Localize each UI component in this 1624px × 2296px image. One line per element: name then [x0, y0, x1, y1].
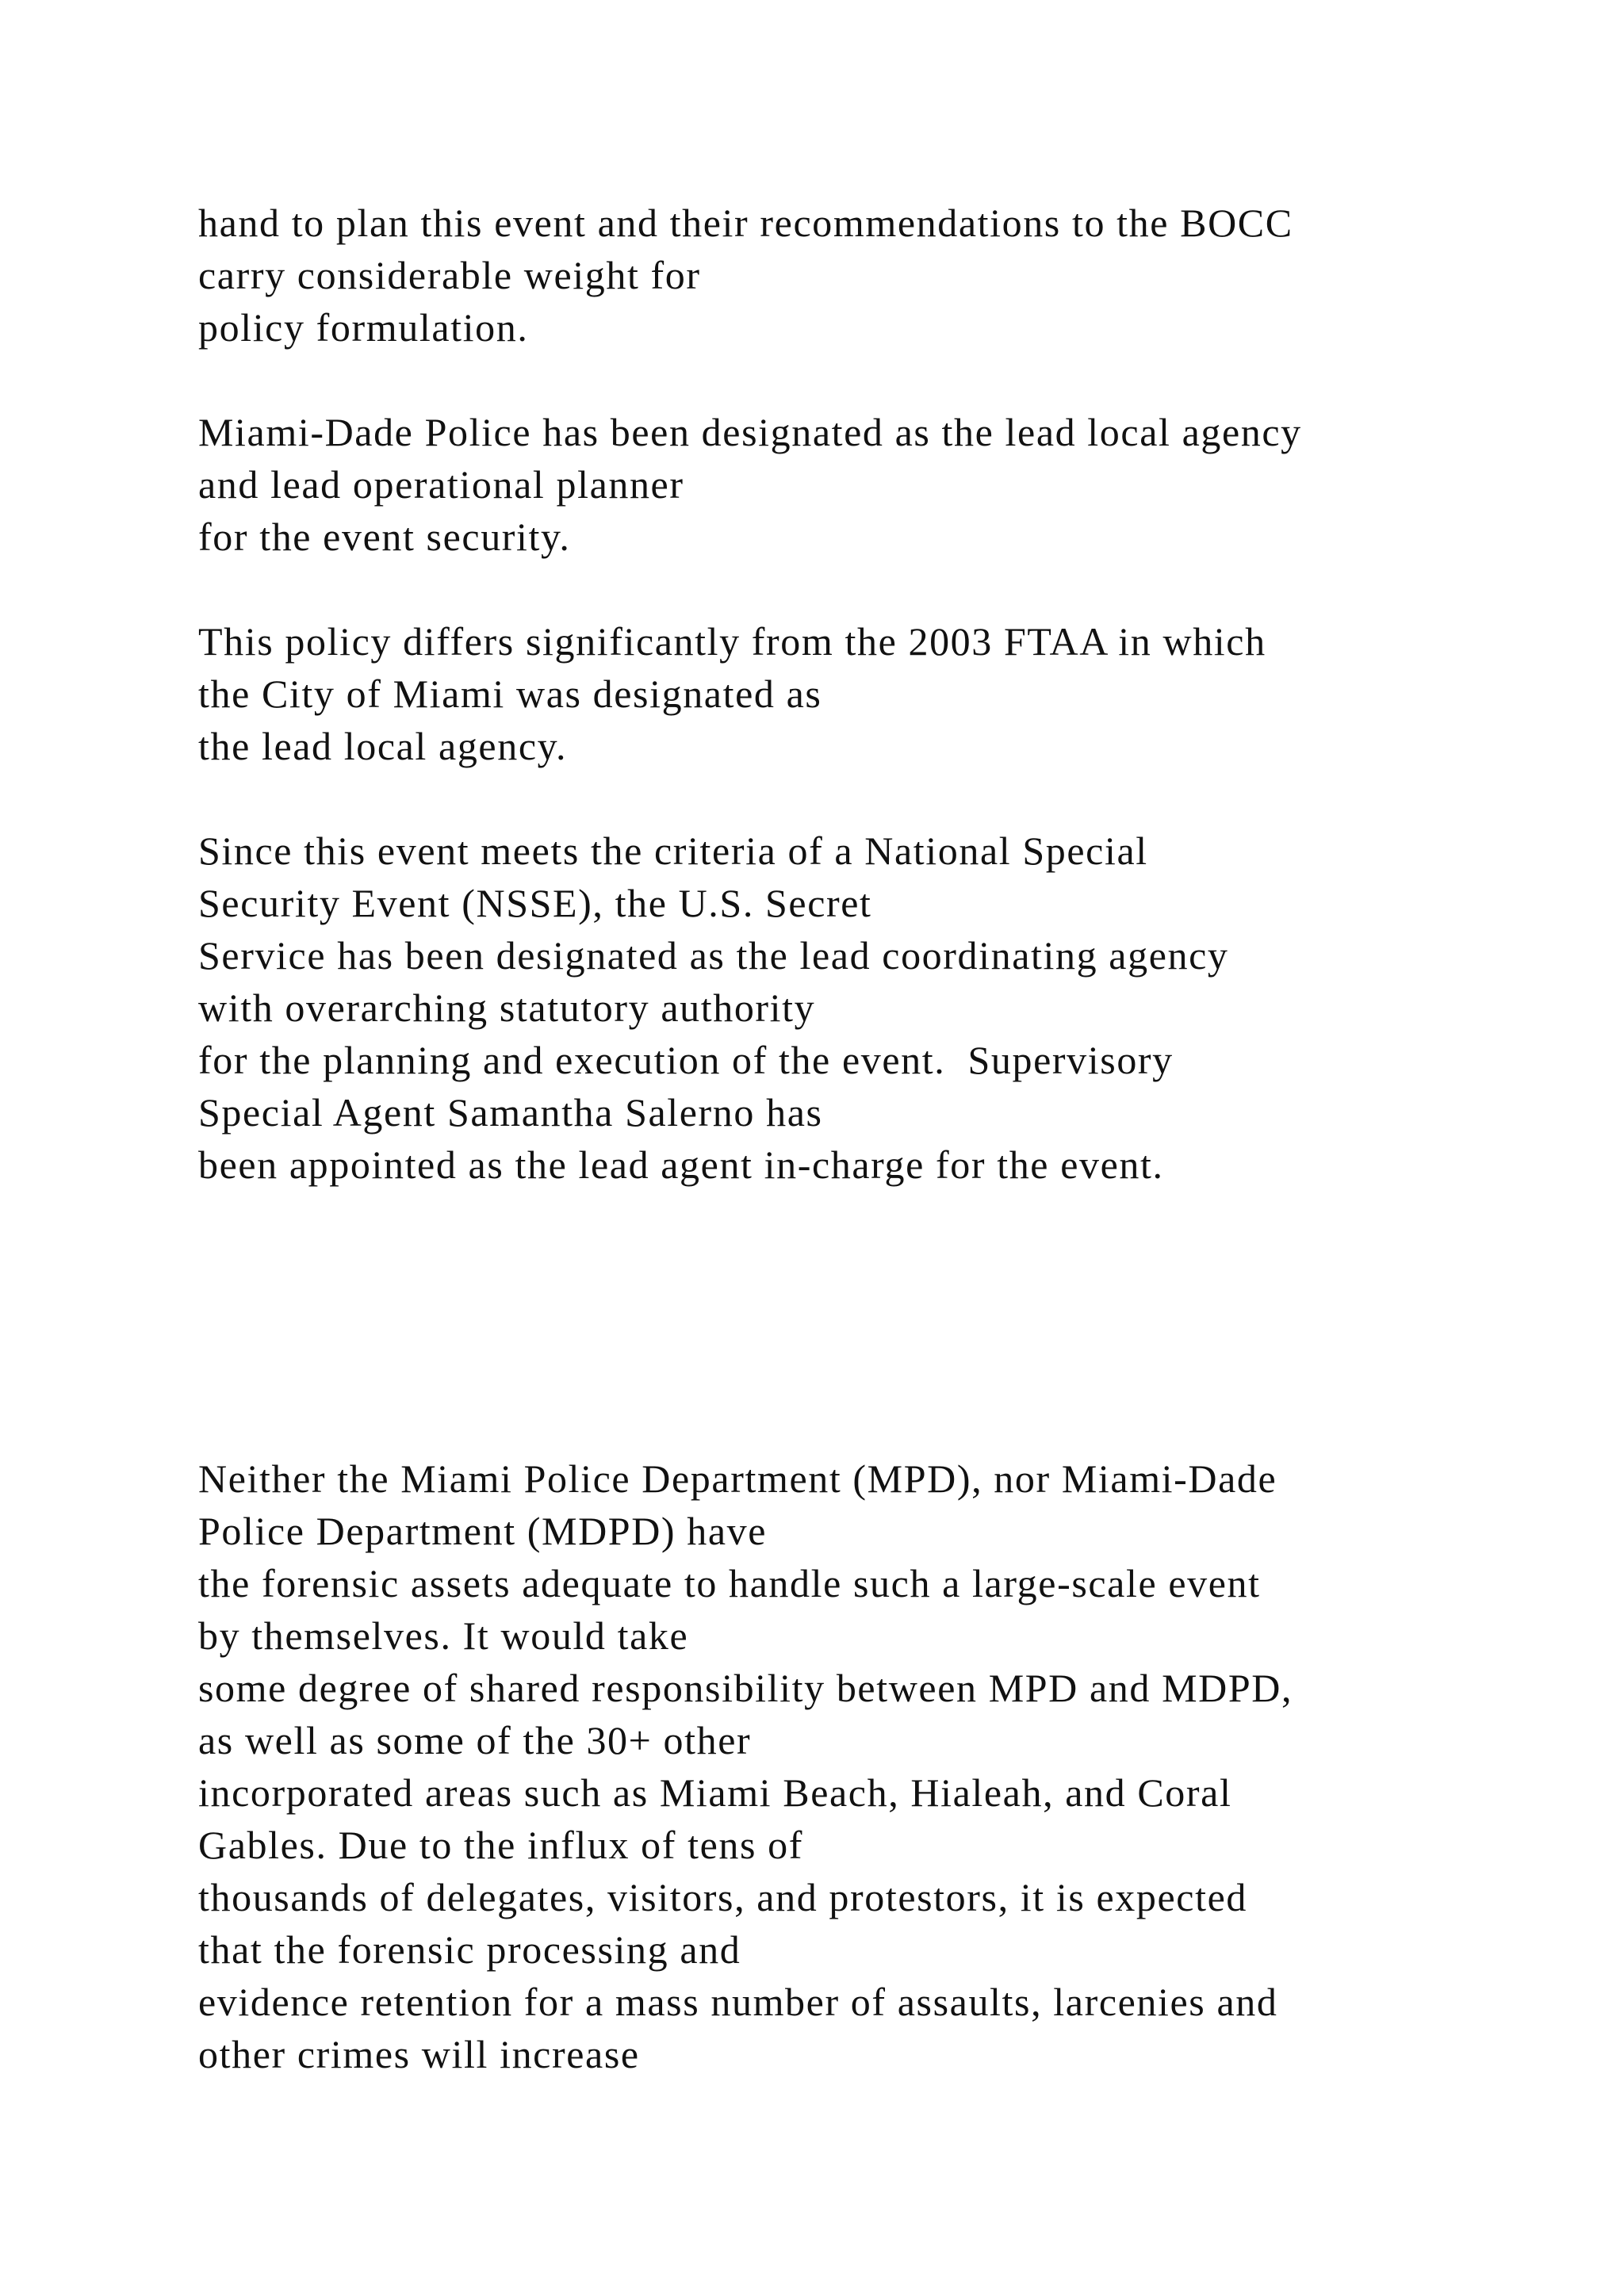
text-line: other crimes will increase — [198, 2032, 640, 2076]
text-line: incorporated areas such as Miami Beach, Hialeah, and Coral — [198, 1770, 1232, 1815]
text-line: Service has been designated as the lead coordinating agency — [198, 933, 1229, 978]
text-line: evidence retention for a mass number of assaults, larcenies and — [198, 1980, 1278, 2024]
text-line: for the planning and execution of the event. Supervisory — [198, 1038, 1174, 1082]
paragraph-forensic-assets — [198, 1452, 1546, 2080]
text-line: This policy differs significantly from the 2003 FTAA in which — [198, 619, 1266, 664]
text-line: been appointed as the lead agent in-charge for the event. — [198, 1142, 1164, 1187]
paragraph-bocc-recommendations — [198, 197, 1546, 354]
text-line: the lead local agency. — [198, 724, 568, 768]
text-line: the City of Miami was designated as — [198, 672, 822, 716]
text-line: and lead operational planner — [198, 462, 684, 507]
text-line: Security Event (NSSE), the U.S. Secret — [198, 881, 872, 925]
text-line: thousands of delegates, visitors, and protestors, it is expected — [198, 1875, 1247, 1919]
text-line: Gables. Due to the influx of tens of — [198, 1823, 803, 1867]
text-line: the forensic assets adequate to handle such a large-scale event — [198, 1561, 1261, 1605]
text-line: Police Department (MDPD) have — [198, 1509, 768, 1553]
text-line: Neither the Miami Police Department (MPD), nor Miami-Dade — [198, 1456, 1277, 1501]
text-line: by themselves. It would take — [198, 1613, 689, 1658]
text-line: some degree of shared responsibility between MPD and MDPD, — [198, 1666, 1293, 1710]
text-line: as well as some of the 30+ other — [198, 1718, 752, 1762]
paragraph-ftaa-comparison — [198, 615, 1546, 772]
text-line: for the event security. — [198, 515, 571, 559]
text-line: Since this event meets the criteria of a National Special — [198, 828, 1148, 873]
paragraph-nsse-secret-service — [198, 825, 1546, 1191]
text-line: carry considerable weight for — [198, 253, 701, 297]
text-line: hand to plan this event and their recommendations to the BOCC — [198, 201, 1293, 245]
text-line: policy formulation. — [198, 305, 529, 350]
text-line: with overarching statutory authority — [198, 985, 816, 1030]
text-line: that the forensic processing and — [198, 1927, 741, 1972]
text-line: Miami-Dade Police has been designated as the lead local agency — [198, 410, 1302, 454]
paragraph-lead-local-agency — [198, 406, 1546, 563]
text-line: Special Agent Samantha Salerno has — [198, 1090, 823, 1135]
